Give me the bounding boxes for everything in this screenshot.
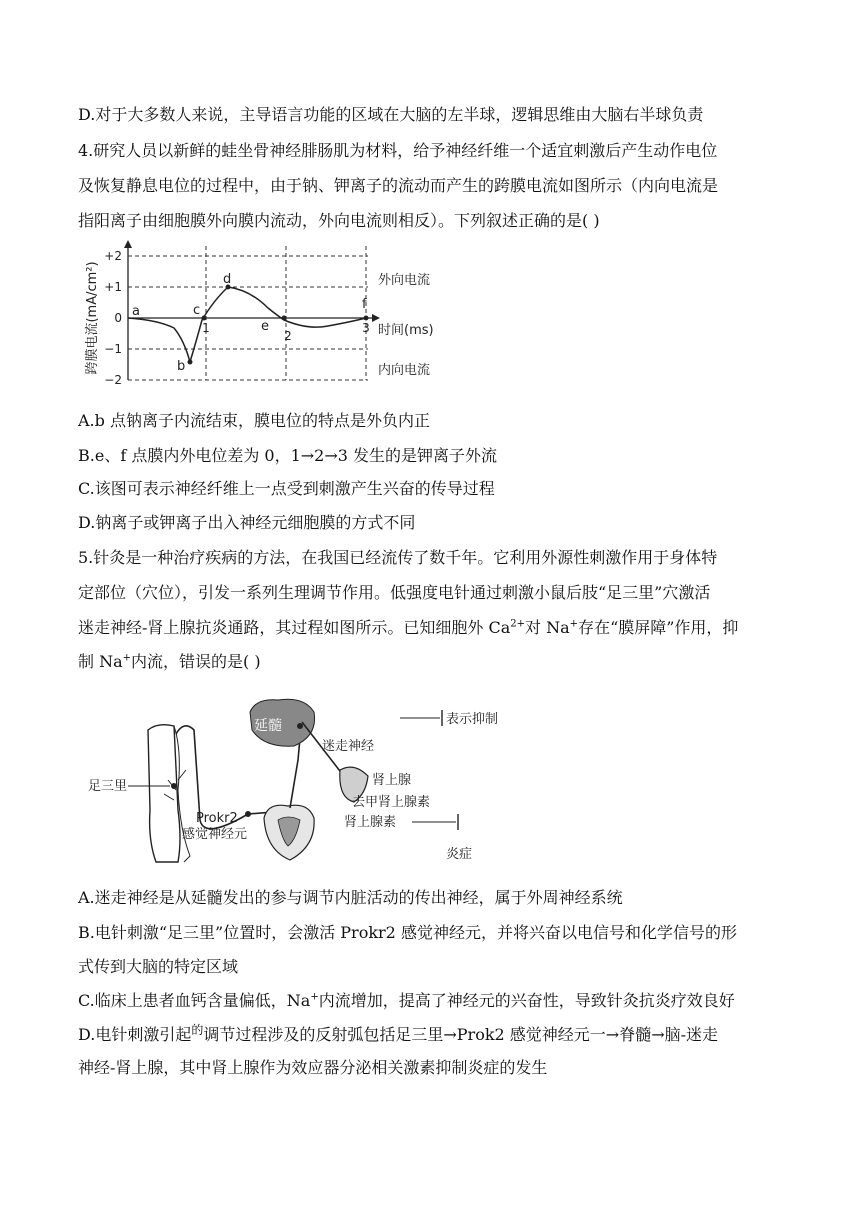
q4-option-a: A.b 点钠离子内流结束，膜电位的特点是外负内正	[78, 411, 430, 430]
point-d: d	[223, 272, 232, 287]
q5-stem-3	[78, 617, 738, 639]
xtick: 3	[362, 321, 370, 335]
q5-stem-3a: 迷走神经-肾上腺抗炎通路，其过程如图所示。已知细胞外 Ca	[78, 618, 511, 637]
point-b: b	[177, 359, 186, 374]
q5-option-c-a: C.临床上患者血钙含量偏低，Na	[78, 991, 311, 1010]
noradrenaline-label: 去甲肾上腺素	[352, 795, 431, 810]
q4-stem-3: 指阳离子由细胞膜外向膜内流动，外向电流则相反）。下列叙述正确的是( )	[78, 211, 600, 230]
outward-label: 外向电流	[378, 273, 431, 288]
q5-option-d-1b: 调节过程涉及的反射弧包括足三里→Prok2 感觉神经元一→脊髓→脑-迷走	[203, 1025, 719, 1044]
q5-option-a: A.迷走神经是从延髓发出的参与调节内脏活动的传出神经，属于外周神经系统	[78, 888, 623, 907]
na-charge: +	[569, 618, 579, 630]
q4-stem-1: 4.研究人员以新鲜的蛙坐骨神经腓肠肌为材料，给予神经纤维一个适宜刺激后产生动作电位	[78, 141, 718, 160]
q4-stem-2: 及恢复静息电位的过程中，由于钠、钾离子的流动而产生的跨膜电流如图所示（内向电流是	[78, 176, 719, 195]
point-a: a	[132, 304, 140, 319]
current-graph	[78, 238, 458, 398]
point-f: f	[362, 297, 367, 312]
ca-charge: 2+	[510, 618, 526, 630]
q5-stem-2: 定部位（穴位），引发一系列生理调节作用。低强度电针通过刺激小鼠后肢“足三里”穴激活	[78, 583, 711, 602]
q5-stem-3c: 存在“膜屏障”作用，抑	[578, 618, 739, 637]
adrenal-label: 肾上腺	[372, 773, 412, 788]
q5-option-d-1a: D.电针刺激引起	[78, 1025, 192, 1044]
graph-xlabel: 时间(ms)	[378, 323, 434, 338]
medulla-label: 延髓	[254, 718, 282, 734]
ytick: +1	[104, 280, 122, 294]
vagus-label: 迷走神经	[322, 739, 375, 754]
q5-stem-1: 5.针灸是一种治疗疾病的方法，在我国已经流传了数千年。它利用外源性刺激作用于身体特	[78, 548, 718, 567]
q5-option-c-b: 内流增加，提高了神经元的兴奋性，导致针灸抗炎疗效良好	[318, 991, 735, 1010]
q5-option-b-2: 式传到大脑的特定区域	[78, 957, 239, 976]
option-d-prev: D.对于大多数人来说，主导语言功能的区域在大脑的左半球，逻辑思维由大脑右半球负责	[78, 105, 704, 124]
ytick: −2	[104, 373, 122, 387]
sensory-neuron-label: 感觉神经元	[182, 827, 248, 842]
zusanli-label: 足三里	[88, 779, 128, 794]
graph-yticks	[104, 249, 122, 387]
q5-option-b-1: B.电针刺激“足三里”位置时，会激活 Prokr2 感觉神经元，并将兴奋以电信号和化学信号的形	[78, 923, 737, 942]
q4-option-b: B.e、f 点膜内外电位差为 0，1→2→3 发生的是钾离子外流	[78, 446, 498, 465]
pathway-diagram	[78, 690, 518, 875]
xtick: 1	[202, 321, 210, 335]
inward-label: 内向电流	[378, 363, 431, 378]
na-charge: +	[122, 652, 132, 664]
ytick: −1	[104, 342, 122, 356]
adrenaline-label: 肾上腺素	[344, 815, 397, 830]
q5-option-c	[78, 990, 735, 1012]
legend-label: 表示抑制	[446, 712, 499, 727]
xtick: 2	[284, 329, 292, 343]
q5-stem-3b: 对 Na	[525, 618, 570, 637]
ytick: +2	[104, 249, 122, 263]
q5-option-d-1-small: 的	[191, 1023, 204, 1037]
prokr2-label: Prokr2	[196, 811, 238, 826]
q4-option-d: D.钠离子或钾离子出入神经元细胞膜的方式不同	[78, 513, 416, 532]
point-c: c	[193, 303, 201, 318]
current-curve	[128, 287, 366, 362]
ytick: 0	[114, 311, 122, 325]
q5-stem-4	[78, 651, 261, 673]
inflammation-label: 炎症	[446, 847, 473, 862]
graph-ylabel: 跨膜电流(mA/cm²)	[85, 261, 100, 375]
q5-option-d-1	[78, 1024, 718, 1047]
q5-stem-4b: 内流，错误的是( )	[131, 652, 261, 671]
na-charge: +	[310, 991, 319, 1003]
q5-option-d-2: 神经-肾上腺，其中肾上腺作为效应器分泌相关激素抑制炎症的发生	[78, 1058, 548, 1077]
q5-stem-4a: 制 Na	[78, 652, 123, 671]
point-e: e	[261, 319, 269, 334]
q4-option-c: C.该图可表示神经纤维上一点受到刺激产生兴奋的传导过程	[78, 479, 495, 498]
